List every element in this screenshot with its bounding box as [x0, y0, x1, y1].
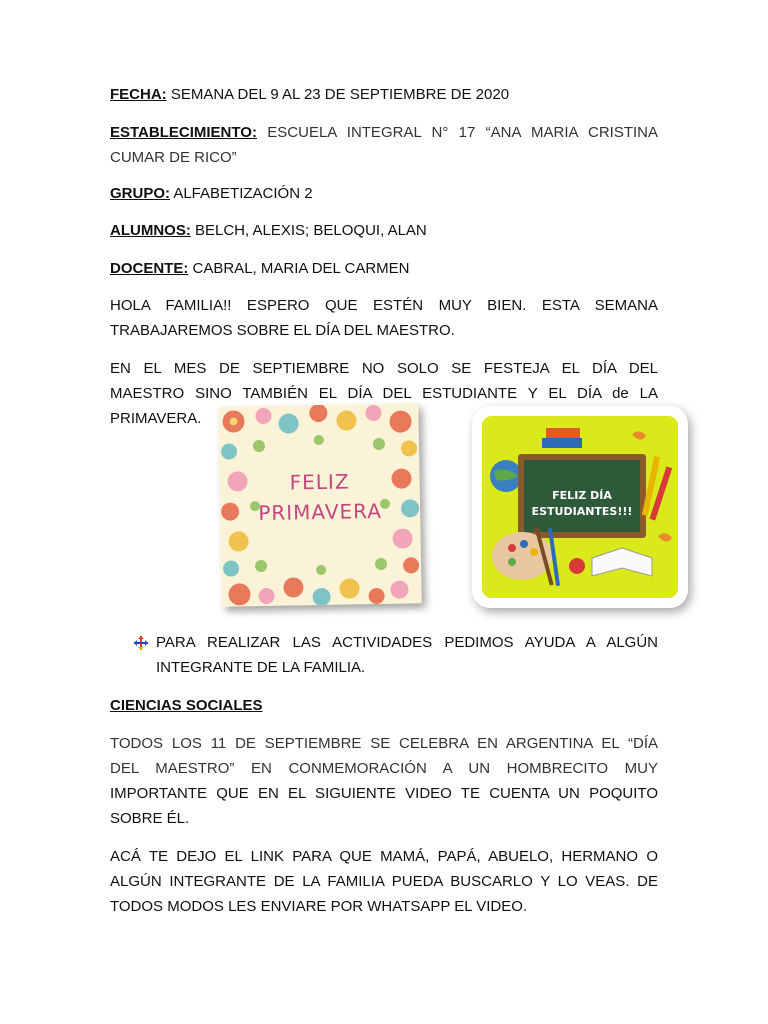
- docente-value: CABRAL, MARIA DEL CARMEN: [188, 260, 410, 277]
- estudiantes-line2: ESTUDIANTES!!!: [531, 505, 633, 518]
- bullet-text: [156, 630, 658, 680]
- primavera-line2: PRIMAVERA: [258, 498, 383, 526]
- sociales-p1-line4: SOBRE ÉL.: [110, 810, 190, 827]
- grupo-label: GRUPO:: [110, 185, 170, 202]
- feliz-primavera-image: [218, 403, 421, 606]
- docente-line: [110, 256, 658, 281]
- establecimiento-label: ESTABLECIMIENTO:: [110, 124, 257, 141]
- mes-line2: MAESTRO SINO TAMBIÉN EL DÍA DEL ESTUDIANTE Y EL DÍA de LA: [110, 385, 658, 402]
- establecimiento-value-line1: ESCUELA INTEGRAL N° 17 “ANA MARIA CRISTINA: [256, 124, 658, 141]
- alumnos-value: BELCH, ALEXIS; BELOQUI, ALAN: [190, 222, 427, 239]
- sociales-heading-line: [110, 693, 658, 718]
- sociales-p2-line2: ALGÚN INTEGRANTE DE LA FAMILIA PUEDA BUSCARLO Y LO VEAS. DE: [110, 873, 658, 890]
- sociales-p2-line3: TODOS MODOS LES ENVIARE POR WHATSAPP EL VIDEO.: [110, 898, 528, 915]
- grupo-line: [110, 181, 658, 206]
- bullet-arrow-icon: [134, 636, 148, 650]
- feliz-dia-estudiantes-image: [472, 406, 688, 608]
- docente-label: DOCENTE:: [110, 260, 189, 277]
- primavera-line1: FELIZ: [289, 469, 350, 495]
- estudiantes-caption: [524, 488, 640, 520]
- fecha-line: [110, 82, 658, 107]
- bullet-line2: INTEGRANTE DE LA FAMILIA.: [156, 659, 366, 676]
- sociales-p1-line1: TODOS LOS 11 DE SEPTIEMBRE SE CELEBRA EN ARGENTINA EL “DÍA: [110, 735, 658, 752]
- bullet-line1: PARA REALIZAR LAS ACTIVIDADES PEDIMOS AYUDA A ALGÚN: [156, 634, 658, 651]
- intro-paragraph: [110, 293, 658, 343]
- sociales-p1-line3: IMPORTANTE QUE EN EL SIGUIENTE VIDEO TE CUENTA UN POQUITO: [110, 785, 658, 802]
- fecha-label: FECHA:: [110, 86, 167, 103]
- grupo-value: ALFABETIZACIÓN 2: [170, 185, 313, 202]
- sociales-p2-line1: ACÁ TE DEJO EL LINK PARA QUE MAMÁ, PAPÁ, ABUELO, HERMANO O: [110, 848, 658, 865]
- primavera-caption: [219, 465, 420, 528]
- establecimiento-line: [110, 120, 658, 170]
- sociales-paragraph-2: [110, 844, 658, 919]
- sociales-p1-line2: DEL MAESTRO” EN CONMEMORACIÓN A UN HOMBRECITO MUY: [110, 760, 658, 777]
- establecimiento-value-line2: CUMAR DE RICO”: [110, 149, 237, 166]
- sociales-heading: CIENCIAS SOCIALES: [110, 697, 263, 714]
- mes-line3: PRIMAVERA.: [110, 410, 202, 427]
- intro-line2: TRABAJAREMOS SOBRE EL DÍA DEL MAESTRO.: [110, 322, 455, 339]
- estudiantes-illustration: [482, 416, 678, 598]
- sociales-paragraph-1: [110, 731, 658, 831]
- fecha-value: SEMANA DEL 9 AL 23 DE SEPTIEMBRE DE 2020: [166, 86, 510, 103]
- estudiantes-line1: FELIZ DÍA: [552, 489, 612, 502]
- alumnos-label: ALUMNOS:: [110, 222, 191, 239]
- intro-line1: HOLA FAMILIA!! ESPERO QUE ESTÉN MUY BIEN. ESTA SEMANA: [110, 297, 658, 314]
- alumnos-line: [110, 218, 658, 243]
- mes-line1: EN EL MES DE SEPTIEMBRE NO SOLO SE FESTEJA EL DÍA DEL: [110, 360, 658, 377]
